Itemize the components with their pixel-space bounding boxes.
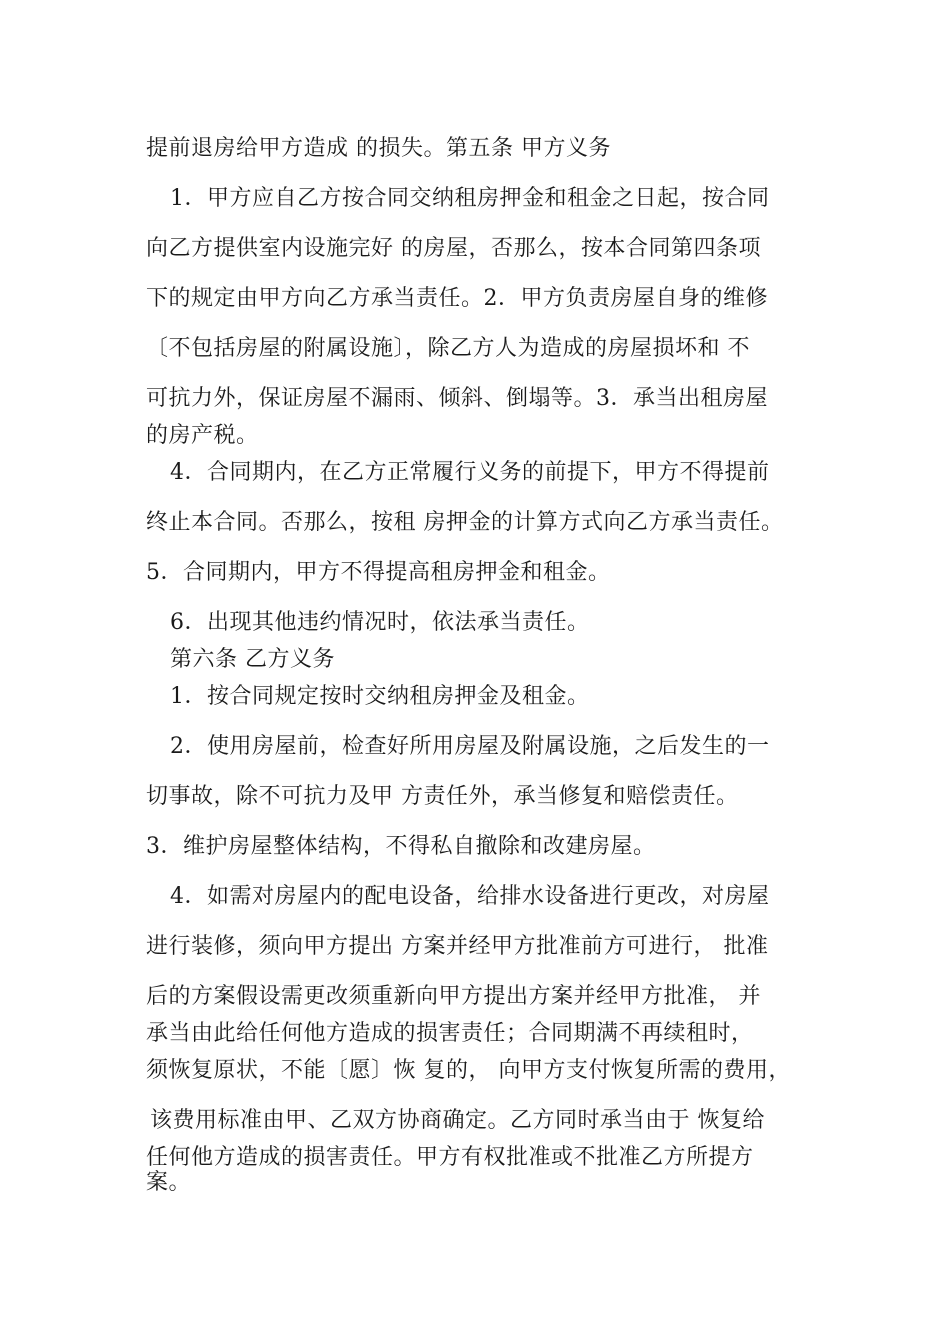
section-heading: 第六条 乙方义务: [170, 647, 335, 672]
text-line-6: 可抗力外，保证房屋不漏雨、倾斜、倒塌等。3．承当出租房屋: [146, 386, 768, 411]
text-line-2: 1．甲方应自乙方按合同交纳租房押金和租金之日起，按合同: [170, 186, 770, 211]
text-line-3: 向乙方提供室内设施完好 的房屋，否那么，按本合同第四条项: [146, 236, 761, 261]
text-line-21: 须恢复原状，不能〔愿〕恢 复的， 向甲方支付恢复所需的费用，: [146, 1058, 791, 1083]
text-line-20: 承当由此给任何他方造成的损害责任；合同期满不再续租时，: [146, 1021, 754, 1046]
text-line-14: 2．使用房屋前，检查好所用房屋及附属设施，之后发生的一: [170, 734, 770, 759]
text-line-15: 切事故，除不可抗力及甲 方责任外，承当修复和赔偿责任。: [146, 784, 739, 809]
text-line-24: 案。: [146, 1170, 192, 1195]
text-line-11: 6．出现其他违约情况时，依法承当责任。: [170, 610, 590, 635]
text-line-10: 5．合同期内，甲方不得提高租房押金和租金。: [146, 560, 611, 585]
text-line-4: 下的规定由甲方向乙方承当责任。2．甲方负责房屋自身的维修: [146, 286, 768, 311]
text-line-19: 后的方案假设需更改须重新向甲方提出方案并经甲方批准， 并: [146, 984, 761, 1009]
text-line-5: 〔不包括房屋的附属设施〕，除乙方人为造成的房屋损坏和 不: [146, 336, 750, 361]
text-line-9: 终止本合同。否那么，按租 房押金的计算方式向乙方承当责任。: [146, 510, 784, 535]
text-line-17: 4．如需对房屋内的配电设备，给排水设备进行更改，对房屋: [170, 884, 770, 909]
text-line-18: 进行装修，须向甲方提出 方案并经甲方批准前方可进行， 批准: [146, 934, 769, 959]
text-line-13: 1．按合同规定按时交纳租房押金及租金。: [170, 684, 590, 709]
text-line-8: 4．合同期内，在乙方正常履行义务的前提下，甲方不得提前: [170, 460, 770, 485]
text-line-23: 任何他方造成的损害责任。甲方有权批准或不批准乙方所提方: [146, 1145, 754, 1170]
text-line-16: 3．维护房屋整体结构，不得私自撤除和改建房屋。: [146, 834, 656, 859]
text-line-22: 该费用标准由甲、乙双方协商确定。乙方同时承当由于 恢复给: [150, 1108, 765, 1133]
text-line-7: 的房产税。: [146, 423, 259, 448]
text-line-1: 提前退房给甲方造成 的损失。第五条 甲方义务: [146, 136, 611, 161]
